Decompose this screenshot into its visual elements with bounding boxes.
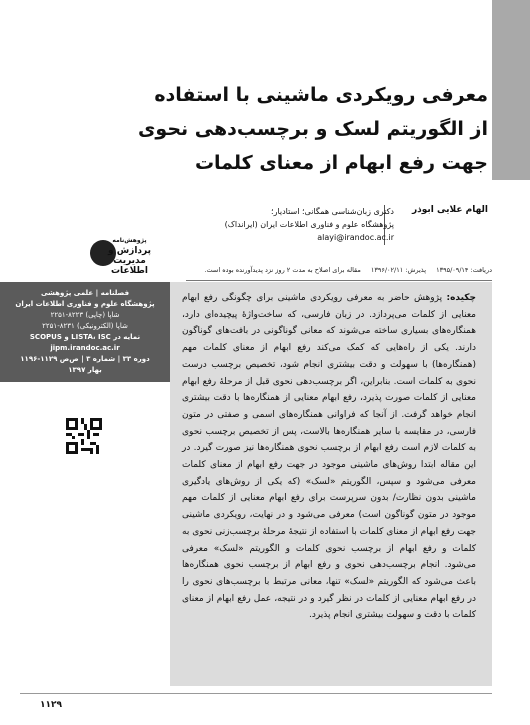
- abstract-label: چکیده:: [446, 293, 476, 303]
- logo-text-line: مدیریت: [113, 256, 146, 266]
- logo-text: [108, 236, 151, 276]
- journal-info-line: فصلنامه | علمی پژوهشی: [40, 289, 130, 297]
- author-name: الهام علایی ابوذر: [411, 205, 488, 215]
- abstract-text: [182, 290, 476, 624]
- abstract-body: پژوهش حاضر به معرفی رویکردی ماشینی برای چگونگی رفع ابهام معنایی از کلمات می‌پردازد. در زبان فارسی، که ساخت‌واژهٔ پیچیده‌ای دارد، همنگاره‌های بسیاری ساخته می‌شوند که معانی گوناگونی در بافت‌های گوناگون دارند. یکی از راه‌هایی که کمک می‌کند رفع ابهام از معنای کلمات مهم (همنگاره‌ها) با سهولت و دقت بیشتری انجام شود، تخصیص برچسب درست نحوی به کلمات است. بنابراین، اگر برچسب‌دهی نحوی قبل از مرحلهٔ رفع ابهام معنایی از کلمات صورت پذیرد، رفع ابهام معنایی از همنگاره‌ها با دقت بیشتری انجام خواهد گرفت. از آنجا که فراوانی همنگاره‌های اسمی و صفتی در متون فارسی، در مقایسه با سایر همنگاره‌ها بالاست، پس از تخصیص برچسب نحوی به کلمات لازم است رفع ابهام از برچسب نحوی همنگاره‌ها نیز صورت گیرد. در این مقاله ابتدا روش‌های ماشینی موجود در جهت رفع ابهام از معنای کلمات معرفی می‌شود و سپس، الگوریتم «لسک» (که یکی از روش‌های یادگیری ماشینی بدون نظارت/ بدون سرپرست برای رفع ابهام معنایی از کلمات مهم موجود در متون گوناگون است) معرفی می‌شود و در نهایت، رویکردی ماشینی جهت رفع ابهام از معنای کلمات با استفاده از نتیجهٔ مرحلهٔ برچسب‌زنی نحوی به کلمات و رفع ابهام از برچسب نحوی کلمات و الگوریتم «لسک» معرفی می‌شود. انجام برچسب‌دهی نحوی و رفع ابهام از برچسب نحوی همنگاره‌ها باعث می‌شود که الگوریتم «لسک» تنها، معانی مرتبط با برچسب‌های نحوی را در رفع ابهام معنایی از کلمات در نظر گیرد و در نتیجه، عمل رفع ابهام از معنای کلمات با دقت و سهولت بیشتری انجام پذیرد.: [182, 293, 476, 621]
- received-date: دریافت: ۱۳۹۵/۰۹/۱۴: [436, 266, 492, 274]
- journal-info-line: دوره ۳۳ | شماره ۳ | ص‌ص ۱۱۲۹-۱۱۹۶: [20, 355, 150, 363]
- affiliation-line: پژوهشگاه علوم و فناوری اطلاعات ایران (ایرانداک): [224, 220, 394, 229]
- journal-website[interactable]: jipm.irandoc.ac.ir: [50, 344, 120, 352]
- title-line: جهت رفع ابهام از معنای کلمات: [194, 152, 488, 174]
- footer-divider: [20, 693, 492, 694]
- journal-info-line: نمایه در LISTA، ISC و SCOPUS: [29, 333, 141, 341]
- page-number: ۱۱۲۹: [40, 700, 62, 710]
- author-affiliation: [164, 205, 394, 244]
- accepted-date: پذیرش: ۱۳۹۶/۰۲/۱۱: [370, 266, 427, 274]
- article-dates: [186, 266, 492, 278]
- qr-code-icon: [66, 418, 102, 454]
- author-email[interactable]: alayi@irandoc.ac.ir: [317, 233, 394, 242]
- title-line: معرفی رویکردی ماشینی با استفاده: [154, 84, 488, 106]
- dates-divider: [186, 280, 492, 281]
- journal-info-line: پژوهشگاه علوم و فناوری اطلاعات ایران: [15, 300, 155, 308]
- logo-text-line: اطلاعات: [111, 266, 148, 276]
- journal-logo: [90, 236, 156, 274]
- side-tab-decoration: [492, 0, 530, 180]
- journal-info-line: شاپا (چاپی) ۸۲۲۳-۲۲۵۱: [50, 311, 120, 319]
- journal-info-panel: [0, 282, 170, 382]
- journal-info-line: شاپا (الکترونیکی) ۸۲۳۱-۲۲۵۱: [42, 322, 128, 330]
- logo-text-line: پژوهش‌نامه: [112, 237, 147, 244]
- journal-info-line: بهار ۱۳۹۷: [68, 366, 102, 374]
- abstract-box: [170, 282, 492, 686]
- revision-note: مقاله برای اصلاح به مدت ۲ روز نزد پدیدآورنده بوده است.: [204, 266, 361, 274]
- article-title: [68, 78, 488, 180]
- logo-text-line: پردازش و: [108, 246, 152, 256]
- affiliation-line: دکتری زبان‌شناسی همگانی؛ استادیار؛: [271, 207, 394, 216]
- title-line: از الگوریتم لسک و برچسب‌دهی نحوی: [138, 118, 488, 140]
